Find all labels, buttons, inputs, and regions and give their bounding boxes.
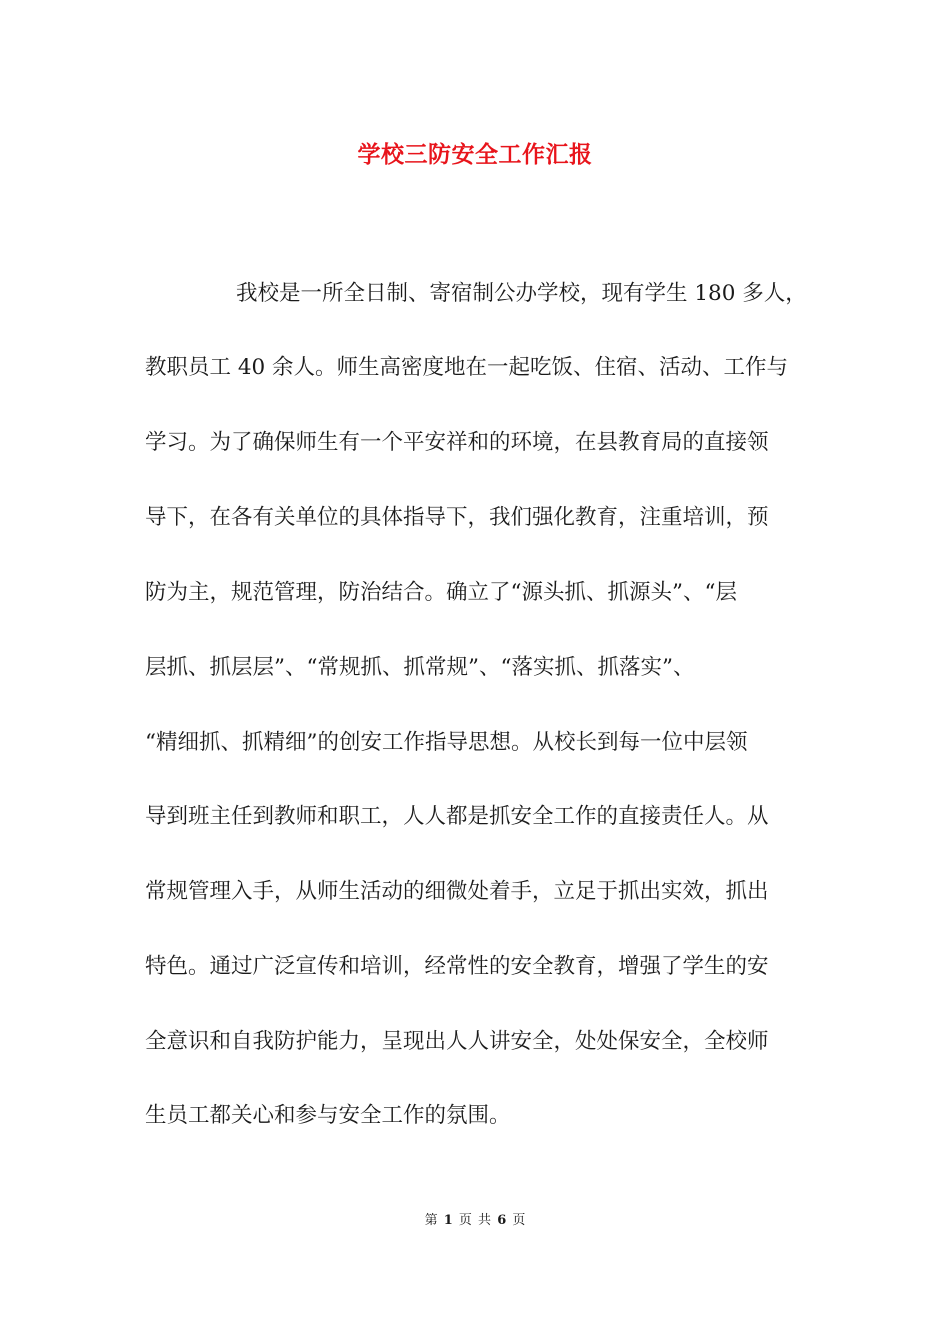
current-page-number: 1 <box>443 1213 453 1228</box>
paragraph-line: 导下，在各有关单位的具体指导下，我们强化教育，注重培训，预 <box>145 505 769 530</box>
paragraph-line: 生员工都关心和参与安全工作的氛围。 <box>145 1103 511 1128</box>
paragraph-line: 常规管理入手，从师生活动的细微处着手，立足于抓出实效，抓出 <box>145 879 769 904</box>
paragraph-line: “精细抓、抓精细”的创安工作指导思想。从校长到每一位中层领 <box>145 730 748 755</box>
page-footer <box>0 1209 950 1228</box>
document-title: 学校三防安全工作汇报 <box>357 141 593 168</box>
footer-middle: 页 共 <box>458 1213 492 1228</box>
paragraph-line: 我校是一所全日制、寄宿制公办学校，现有学生 180 多人， <box>236 281 807 306</box>
paragraph-line: 层抓、抓层层”、“常规抓、抓常规”、“落实抓、抓落实”、 <box>145 655 695 680</box>
footer-prefix: 第 <box>424 1213 438 1228</box>
paragraph-line: 导到班主任到教师和职工，人人都是抓安全工作的直接责任人。从 <box>145 804 769 829</box>
paragraph-line: 特色。通过广泛宣传和培训，经常性的安全教育，增强了学生的安 <box>145 954 769 979</box>
paragraph-line: 防为主，规范管理，防治结合。确立了“源头抓、抓源头”、“层 <box>145 580 737 605</box>
total-page-count: 6 <box>497 1213 507 1228</box>
footer-suffix: 页 <box>512 1213 526 1228</box>
paragraph-line: 全意识和自我防护能力，呈现出人人讲安全，处处保安全，全校师 <box>145 1029 769 1054</box>
paragraph-line: 教职员工 40 余人。师生高密度地在一起吃饭、住宿、活动、工作与 <box>145 355 789 380</box>
paragraph-line: 学习。为了确保师生有一个平安祥和的环境，在县教育局的直接领 <box>145 430 769 455</box>
